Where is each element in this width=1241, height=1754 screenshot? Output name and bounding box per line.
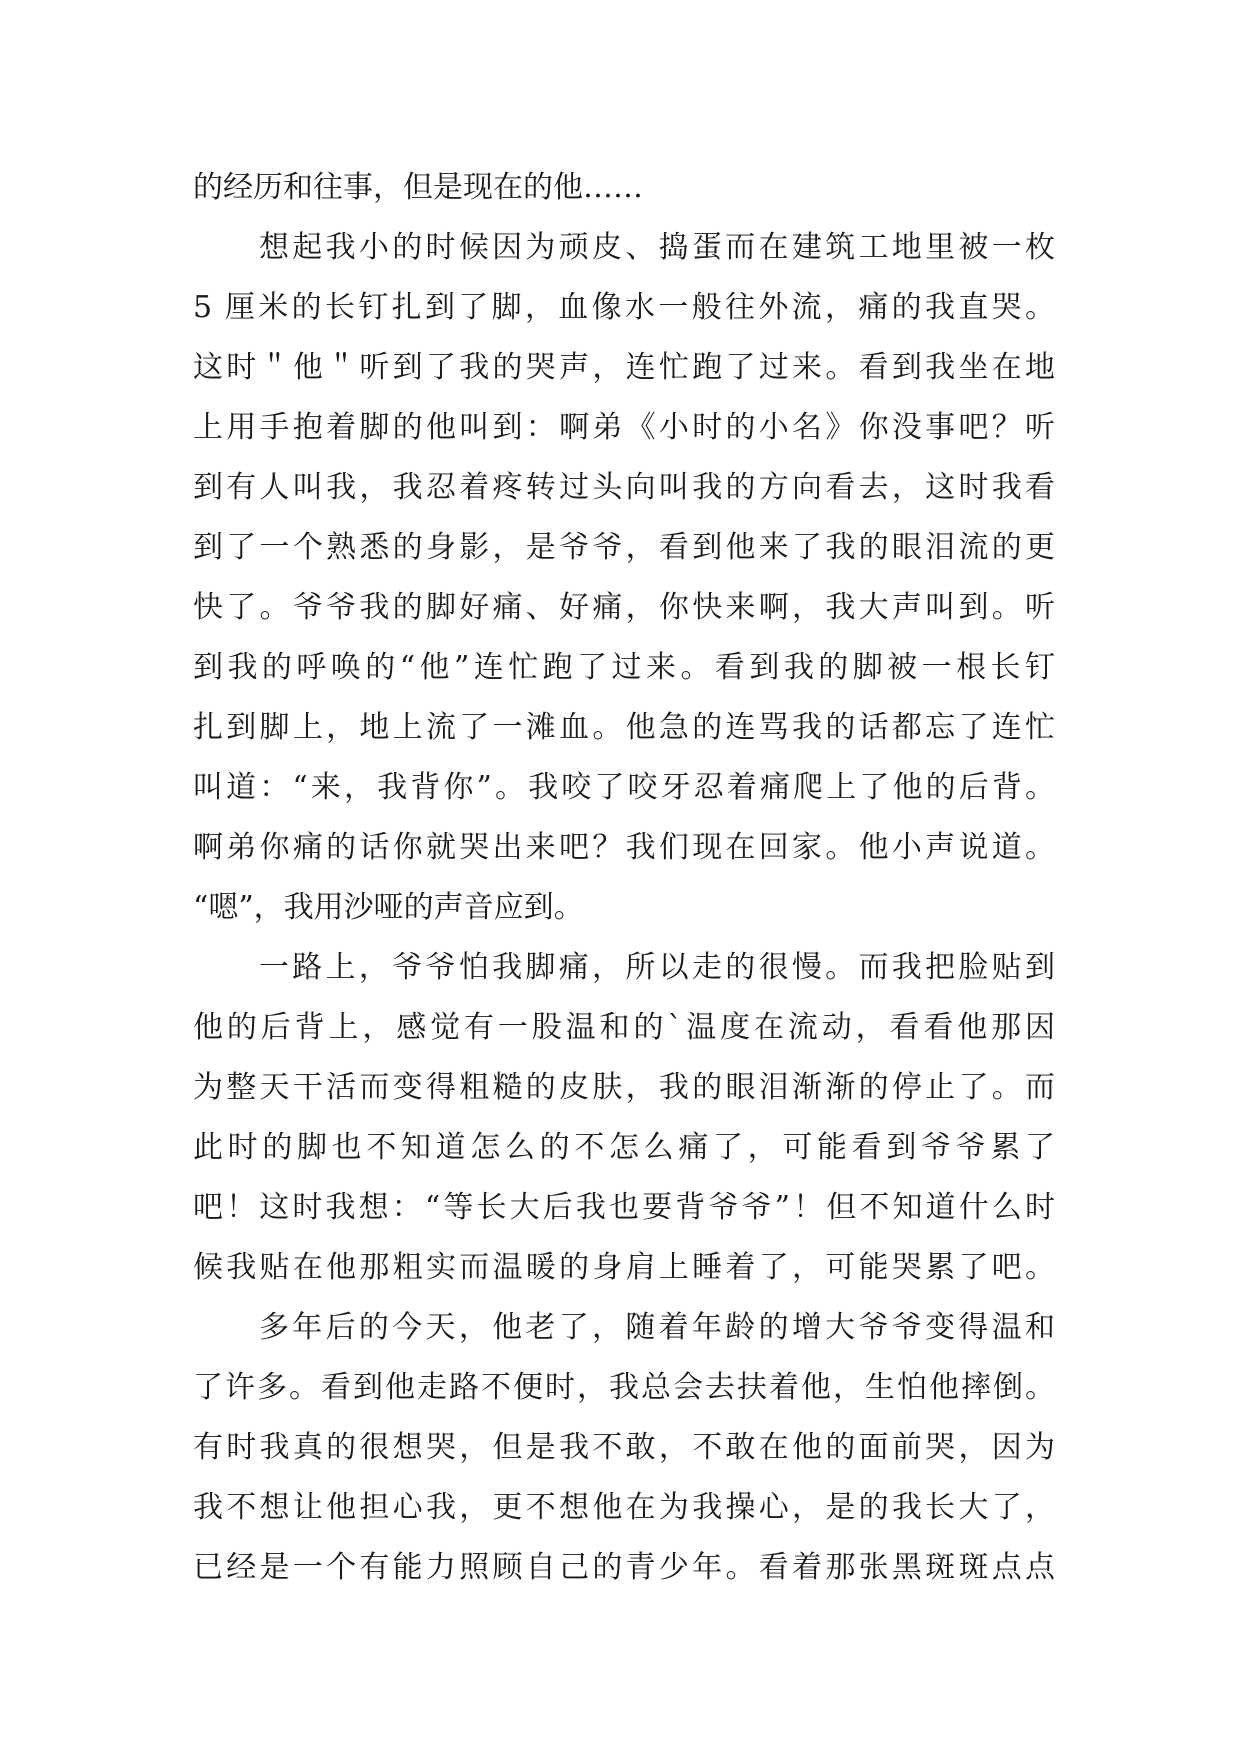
paragraph-start-line: 想起我小的时候因为顽皮、捣蛋而在建筑工地里被一枚 xyxy=(259,230,1055,265)
text-line: 快了。爷爷我的脚好痛、好痛，你快来啊，我大声叫到。听 xyxy=(193,590,1055,625)
text-line: 5 厘米的长钉扎到了脚，血像水一般往外流，痛的我直哭。 xyxy=(193,290,1055,325)
text-line: 的经历和往事，但是现在的他…… xyxy=(193,170,643,205)
text-line: 此时的脚也不知道怎么的不怎么痛了，可能看到爷爷累了 xyxy=(193,1130,1055,1165)
paragraph-start-line: 多年后的今天，他老了，随着年龄的增大爷爷变得温和 xyxy=(259,1310,1055,1345)
text-line: 到我的呼唤的“他”连忙跑了过来。看到我的脚被一根长钉 xyxy=(193,650,1055,685)
body-text xyxy=(193,158,1055,1598)
text-line: “嗯”，我用沙哑的声音应到。 xyxy=(193,890,584,925)
text-line: 啊弟你痛的话你就哭出来吧？我们现在回家。他小声说道。 xyxy=(193,830,1055,865)
text-line: 这时＂他＂听到了我的哭声，连忙跑了过来。看到我坐在地 xyxy=(193,350,1055,385)
text-line: 了许多。看到他走路不便时，我总会去扶着他，生怕他摔倒。 xyxy=(193,1370,1055,1405)
text-line: 吧！这时我想：“等长大后我也要背爷爷”！但不知道什么时 xyxy=(193,1190,1055,1225)
text-line: 有时我真的很想哭，但是我不敢，不敢在他的面前哭，因为 xyxy=(193,1430,1055,1465)
text-line: 扎到脚上，地上流了一滩血。他急的连骂我的话都忘了连忙 xyxy=(193,710,1055,745)
text-line: 他的后背上，感觉有一股温和的`温度在流动，看看他那因 xyxy=(193,1010,1055,1045)
text-line: 上用手抱着脚的他叫到：啊弟《小时的小名》你没事吧？听 xyxy=(193,410,1055,445)
text-line: 我不想让他担心我，更不想他在为我操心，是的我长大了， xyxy=(193,1490,1055,1525)
text-line: 为整天干活而变得粗糙的皮肤，我的眼泪渐渐的停止了。而 xyxy=(193,1070,1055,1105)
text-line: 到了一个熟悉的身影，是爷爷，看到他来了我的眼泪流的更 xyxy=(193,530,1055,565)
text-line: 已经是一个有能力照顾自己的青少年。看着那张黑斑斑点点 xyxy=(193,1550,1055,1585)
paragraph-start-line: 一路上，爷爷怕我脚痛，所以走的很慢。而我把脸贴到 xyxy=(259,950,1055,985)
text-line: 到有人叫我，我忍着疼转过头向叫我的方向看去，这时我看 xyxy=(193,470,1055,505)
text-line: 叫道：“来，我背你”。我咬了咬牙忍着痛爬上了他的后背。 xyxy=(193,770,1055,805)
text-line: 候我贴在他那粗实而温暖的身肩上睡着了，可能哭累了吧。 xyxy=(193,1250,1055,1285)
